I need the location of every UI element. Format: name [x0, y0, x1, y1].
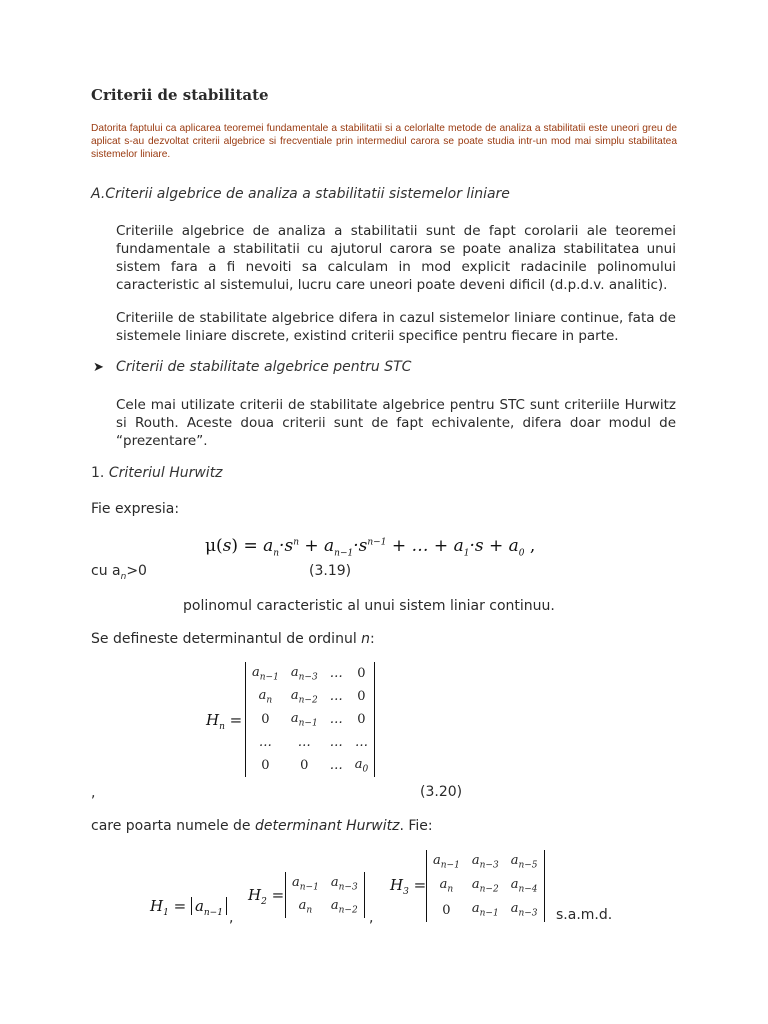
condition-text: cu $a_n>0$	[91, 563, 147, 582]
hn-label: $H_n$ =	[206, 711, 243, 732]
define-determinant: Se defineste determinantul de ordinul n:	[91, 631, 375, 647]
equation-number-320: (3.20)	[420, 784, 463, 800]
subsection-heading: Criterii de stabilitate algebrice pentru STC	[116, 359, 412, 375]
h2-label: $H_2$ =	[248, 886, 285, 907]
h3-determinant: $a_{n-1}$ $a_{n-3}$ $a_{n-5}$ $a_n$ $a_{n-2}$ $a_{n-4}$ 0 $a_{n-1}$ $a_{n-3}$	[426, 850, 545, 922]
intro-paragraph: Datorita faptului ca aplicarea teoremei fundamentale a stabilitatii si a celorlalte metode de analiza a stabilitatii este uneori greu de aplicat s-au dezvoltat criterii algebrice si frecventiale prin intermediul carora se poate studia intr-un mod mai simplu stabilitatea sistemelor liniare.	[91, 123, 677, 160]
equation-number-319: (3.19)	[309, 563, 352, 579]
page-title: Criterii de stabilitate	[91, 86, 269, 104]
h2-determinant: $a_{n-1}$ $a_{n-3}$ $a_n$ $a_{n-2}$	[285, 872, 365, 918]
section-a-heading: A.Criterii algebrice de analiza a stabilitatii sistemelor liniare	[91, 186, 510, 202]
heading-number: 1.	[91, 465, 105, 481]
paragraph-2: Criteriile de stabilitate algebrice difera in cazul sistemelor liniare continue, fata de sistemele liniare discrete, existind criterii specifice pentru fiecare in parte.	[116, 310, 676, 344]
hurwitz-definition: care poarta numele de determinant Hurwitz. Fie:	[91, 818, 433, 834]
hurwitz-determinant-hn: $a_{n-1}$ $a_{n-3}$ … 0 $a_n$ $a_{n-2}$ … 0 0 $a_{n-1}$ … 0 … … … … 0 0 … $a_0$	[245, 662, 375, 777]
comma-separator: ,	[91, 785, 96, 801]
polynomial-equation: $\mu(s) = a_n\cdot s^n + a_{n-1}\cdot s^{n-1}$ + … + $a_1\cdot s + a_0$ ,	[205, 536, 536, 559]
comma-after-h1: ,	[229, 910, 234, 926]
paragraph-1: Criteriile algebrice de analiza a stabilitatii sunt de fapt corolarii ale teoremei fundamentale a stabilitatii cu ajutorul carora se poate analiza stabilitatea unui sistem fara a fi nevoiti sa calculam in mod explicit radacinile polinomului caracteristic al sistemului, lucru care uneori poate deveni dificil (d.p.d.v. analitic).	[116, 223, 676, 293]
paragraph-3: Cele mai utilizate criterii de stabilitate algebrice pentru STC sunt criteriile Hurwitz si Routh. Aceste doua criterii sunt de fapt echivalente, difera doar modul de “prezentare”.	[116, 397, 676, 449]
heading-hurwitz	[91, 465, 223, 481]
h3-label: $H_3$ =	[390, 876, 427, 897]
polynomial-description: polinomul caracteristic al unui sistem liniar continuu.	[183, 598, 555, 614]
comma-after-h2: ,	[369, 910, 374, 926]
heading-text: Criteriul Hurwitz	[108, 465, 223, 481]
fie-expresia: Fie expresia:	[91, 501, 180, 517]
samd-text: s.a.m.d.	[556, 907, 613, 923]
h1-determinant: $H_1 = a_{n-1}$	[150, 897, 227, 918]
arrow-bullet-icon: ➤	[93, 360, 104, 375]
